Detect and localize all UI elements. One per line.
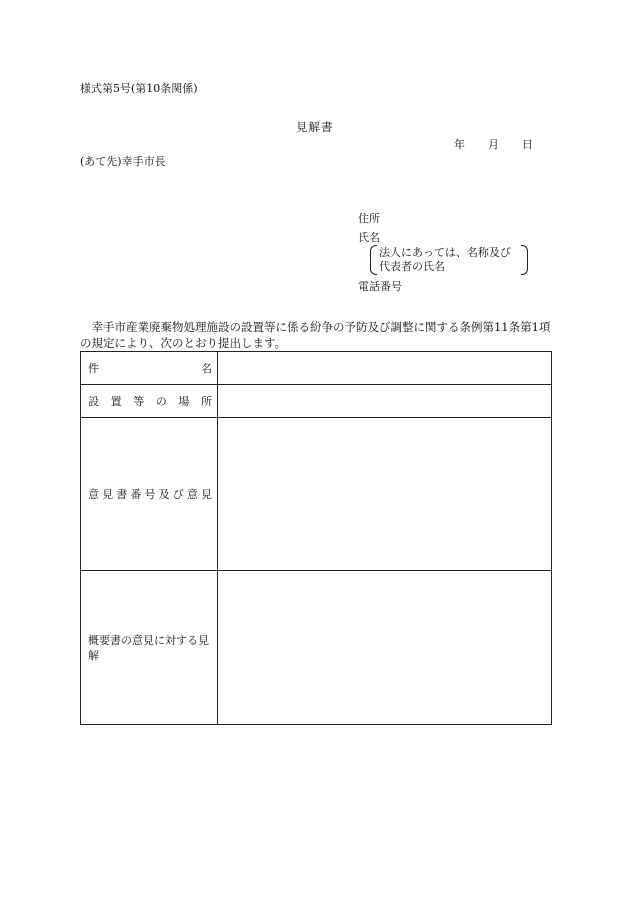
body-paragraph: 幸手市産業廃棄物処理施設の設置等に係る紛争の予防及び調整に関する条例第11条第1項の規定により、次のとおり提出します。	[80, 320, 551, 350]
form-number: 様式第5号(第10条関係)	[80, 82, 198, 95]
phone-label: 電話番号	[358, 280, 402, 293]
document-title: 見解書	[296, 120, 334, 134]
date-day-label: 日	[522, 138, 533, 151]
left-bracket	[370, 245, 377, 275]
addressee: (あて先)幸手市長	[80, 155, 166, 168]
corporation-note-line1: 法人にあっては、名称及び	[379, 246, 511, 259]
opinion-number-label: 意見書番号及び意見	[88, 488, 212, 501]
row-label-cell	[81, 352, 218, 385]
corporation-note	[370, 245, 528, 275]
date-month-label: 月	[488, 138, 499, 151]
subject-field[interactable]	[218, 352, 552, 385]
table-row	[81, 385, 552, 418]
row-label-cell	[81, 571, 218, 725]
date-year-label: 年	[454, 138, 465, 151]
corporation-note-line2: 代表者の氏名	[379, 260, 445, 273]
row-label-cell	[81, 418, 218, 571]
table-row	[81, 571, 552, 725]
location-field[interactable]	[218, 385, 552, 418]
name-label: 氏名	[358, 231, 380, 244]
location-label: 設置等の場所	[88, 395, 212, 408]
table-row	[81, 418, 552, 571]
opinion-table	[80, 351, 552, 725]
address-label: 住所	[358, 212, 380, 225]
response-label: 概要書の意見に対する見解	[88, 633, 209, 662]
right-bracket	[521, 245, 528, 275]
response-field[interactable]	[218, 571, 552, 725]
opinion-field[interactable]	[218, 418, 552, 571]
table-row	[81, 352, 552, 385]
subject-label: 件 名	[88, 362, 212, 375]
row-label-cell	[81, 385, 218, 418]
